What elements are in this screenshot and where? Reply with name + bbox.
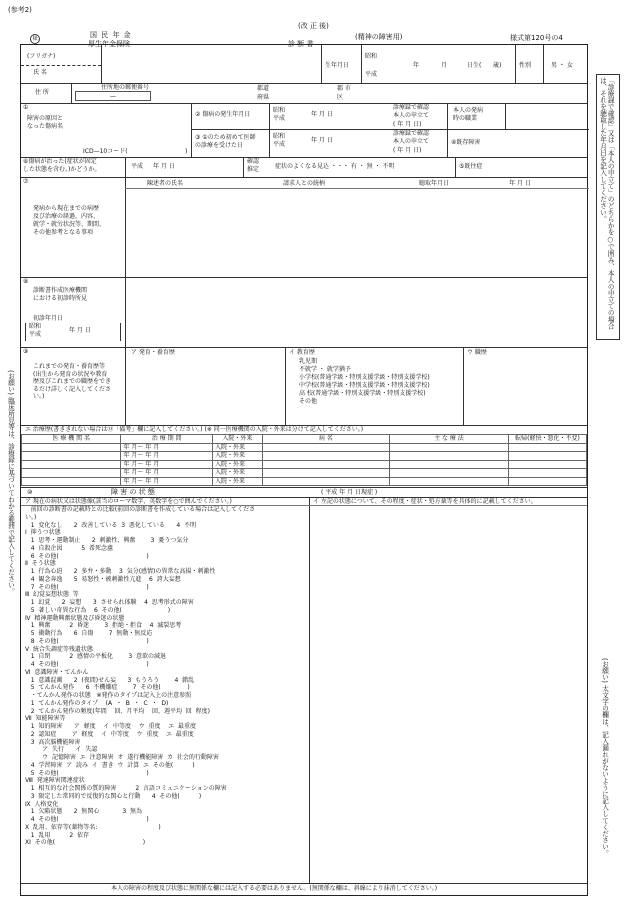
s8-label: 診断書作成医療機関 における初診時所見	[33, 287, 88, 302]
column-header: 医 療 機 関 名	[22, 435, 121, 444]
symptom-item[interactable]: 3 高次脳機能障害	[25, 738, 81, 746]
issuer-line1: 国 民 年 金	[90, 31, 132, 39]
education-item[interactable]: 小学校(普通学級・特別支援学級・特別支援学校)	[299, 374, 430, 381]
table-row[interactable]	[22, 477, 587, 486]
symptom-item[interactable]: 5 衝動行為 6 自傷 7 無動・無反応	[25, 630, 153, 637]
symptom-item[interactable]: 1 相互的な社会関係の質的障害 2 言語コミュニケーションの障害	[25, 785, 227, 792]
symptom-item[interactable]: ・てんかん発作の状態 ※発作のタイプは記入上の注意参照	[25, 692, 192, 699]
symptom-item[interactable]: Ⅰ 抑うつ状態	[25, 529, 61, 537]
symptom-item[interactable]: ア 失行 イ 失認	[25, 746, 98, 754]
era-heisei: 平成	[365, 71, 378, 78]
s1-number: ①	[23, 104, 29, 111]
symptom-item[interactable]: 5 著しい奇異な行為 6 その他( )	[25, 606, 171, 614]
symptom-item[interactable]: 3 限定した常同的で反復的な関心と行動 4 その他( )	[25, 792, 202, 800]
s3-confirm[interactable]: 診療録で確認 本人の申立て	[393, 130, 430, 145]
treatment-history-table	[21, 434, 587, 486]
symptom-item[interactable]: 1 自閉 2 感情の平板化 3 意欲の減退	[25, 653, 166, 661]
column-header: 治 療 期 間	[121, 435, 213, 444]
symptom-item[interactable]: い。)	[25, 513, 37, 521]
s2-date[interactable]: 年 月 日	[311, 111, 333, 118]
revision-label: (改 正 後)	[298, 22, 329, 30]
birthdate-label: 生年月日	[325, 62, 350, 69]
birth-day-unit: 日生(	[467, 62, 482, 69]
birth-month-unit: 月	[441, 62, 448, 69]
symptom-item[interactable]: 1 変化なし 2 改善している 3 悪化している 4 不明	[25, 521, 196, 529]
icd-code-close: )	[185, 148, 188, 155]
symptom-item[interactable]: 4 その他( )	[25, 816, 149, 823]
education-history-title: イ 教育歴	[289, 349, 315, 356]
s2-confirm-date: ( 年 月 日)	[393, 121, 422, 128]
symptom-item[interactable]: 1 知的障害 ア 軽度 イ 中等度 ウ 重度 エ 最重度	[25, 723, 196, 730]
s2-label: ② 傷病の発生年月日	[195, 111, 251, 118]
symptom-item[interactable]: 1 乱用 2 依存	[25, 831, 90, 839]
symptom-list-body	[25, 506, 355, 847]
symptom-item[interactable]: 4 自殺企図 5 希死念慮	[25, 544, 114, 552]
initial-findings-field[interactable]	[129, 281, 585, 343]
s6-label: ⑥傷病が治った(症状が固定 した状態を含む。)かどうか。	[23, 158, 101, 173]
symptom-item[interactable]: Ⅲ 幻覚妄想状態 等	[25, 591, 79, 599]
s1-label: 障害の原因と なった傷病名	[27, 115, 64, 130]
s10-date[interactable]: ( 平成 年 月 日現症 )	[321, 489, 378, 496]
s10-title: 障 害 の 状 態	[111, 488, 155, 496]
symptom-item[interactable]: Ⅷ 発達障害関連症状	[25, 777, 85, 785]
table-header-row	[22, 435, 587, 444]
form-number: 様式第120号の4	[510, 34, 563, 42]
symptom-item[interactable]: 4 学習障害 ア 読み イ 書き ウ 計算 エ その他( )	[25, 761, 195, 769]
symptom-item[interactable]: 8 その他( )	[25, 637, 149, 645]
name-field[interactable]	[103, 49, 319, 79]
interview-date[interactable]: 年 月 日	[509, 180, 531, 187]
symptom-item[interactable]: Ⅹ 乱用、依存等(薬物等名: )	[25, 823, 161, 831]
symptom-detail-field[interactable]	[313, 509, 585, 879]
treatment-period[interactable]: 年 月～ 年 月	[121, 460, 213, 469]
symptom-item[interactable]: Ⅳ 精神運動興奮状態及び昏迷の状態	[25, 614, 125, 622]
symptom-item[interactable]: 6 その他( )	[25, 552, 149, 560]
era-showa: 昭和	[365, 53, 378, 60]
work-history-title: ウ 職歴	[467, 349, 487, 356]
first-visit-date[interactable]: 年 月 日	[69, 327, 91, 334]
table-row[interactable]	[22, 452, 587, 461]
symptom-item[interactable]: ウ 記憶障害 エ 注意障害 オ 遂行機能障害 カ 社会的行動障害	[25, 754, 219, 761]
symptom-item[interactable]: 1 行為心迫 2 多弁・多動 3 気分(感情)の異常な高揚・刺激性	[25, 568, 216, 575]
development-history-title: ア 発育・養育歴	[131, 349, 175, 356]
postal-code-field[interactable]	[75, 91, 151, 101]
s3-confirm-date: ( 年 月 日)	[393, 147, 422, 154]
s5-past-illness: ⑤既往症	[459, 163, 483, 170]
table-row[interactable]	[22, 443, 587, 452]
seal-mark: 様	[30, 34, 40, 44]
symptom-item[interactable]: 1 欠陥状態 2 無関心 3 無為	[25, 808, 142, 816]
s9-number: ⑨	[23, 348, 29, 355]
symptom-item[interactable]: 1 幻覚 2 妄想 3 させられ体験 4 思考形式の障害	[25, 599, 194, 606]
symptom-item[interactable]: 2 てんかん発作の頻度(年間 回、月平均 回、週平均 回 程度)	[25, 707, 210, 715]
informant-name-label: 陳述者の氏名	[147, 180, 184, 187]
s3-era: 昭和 平成	[273, 133, 286, 148]
address-label: 住 所	[35, 89, 49, 96]
sex-label: 性別	[519, 62, 532, 69]
column-header: 入院・外来	[212, 435, 262, 444]
s6-era: 平成	[131, 163, 144, 170]
prefecture-label-1: 都道	[257, 85, 270, 92]
treatment-period[interactable]: 年 月～ 年 月	[121, 452, 213, 461]
footer-note: 本人の障害の程度及び状態に無関係な欄には記入する必要はありません。(無関係な欄は、斜線により抹消してください。)	[111, 885, 438, 892]
document-title: 診 断 書	[288, 40, 314, 48]
name-label: 氏 名	[33, 69, 47, 76]
reference-label: (参考2)	[8, 6, 32, 14]
furigana-label: (フリガナ)	[27, 53, 56, 60]
diagnosis-form	[20, 44, 588, 896]
interview-date-label: 聴取年月日	[419, 180, 450, 187]
s10-number: ⑩	[27, 489, 33, 496]
s8-number: ⑧	[23, 278, 29, 285]
s7-label: 発病から現在までの病歴 及び治療の経過、内容、 就学・就労状況等、期間、 その他参考となる事項	[33, 205, 106, 236]
education-item: 乳児期	[299, 358, 318, 365]
s6-date[interactable]: 年 月 日	[153, 163, 175, 170]
symptom-item[interactable]: Ⅶ 知能障害等	[25, 715, 66, 723]
right-note-bottom: (お願い) 太文字の欄は、記入漏れがないように記入してください。	[600, 658, 609, 857]
symptom-item[interactable]: Ⅵ 意識障害・てんかん	[25, 668, 89, 676]
symptom-item[interactable]: 5 その他( )	[25, 769, 149, 777]
postal-label: 住所地の郵便番号	[101, 84, 150, 91]
table-row[interactable]	[22, 460, 587, 469]
s3-label: ③ ①のため初めて医師 の診療を受けた日	[195, 134, 256, 149]
treatment-period[interactable]: 年 月～ 年 月	[121, 443, 213, 452]
birth-year-unit: 年	[413, 62, 420, 69]
symptom-item[interactable]: 1 思考・運動制止 2 刺激性、興奮 3 憂うつ気分	[25, 537, 189, 544]
treatment-history-heading: エ 治療歴(書ききれない場合は⑬「備考」欄に記入してください。) (※ 同一医療機関の入院・外来は分けて記入してください。)	[25, 426, 364, 433]
city-label-1: 郡 市	[337, 85, 351, 92]
symptom-item[interactable]: 5 てんかん発作 6 不機嫌症 7 その他( )	[25, 684, 190, 692]
prefecture-label-2: 府県	[257, 94, 270, 101]
symptom-item[interactable]: 1 意識混濁 2 (夜間)せん妄 3 もうろう 4 錯乱	[25, 676, 195, 684]
inpatient-outpatient[interactable]: 入院・外来	[212, 452, 262, 461]
s4-existing-disability: ④既存障害	[451, 139, 481, 146]
symptom-item[interactable]: Ⅴ 統合失調症等残遺状態	[25, 645, 93, 653]
inpatient-outpatient[interactable]: 入院・外来	[212, 443, 262, 452]
s2-era: 昭和 平成	[273, 107, 286, 122]
current-status-heading: ア 現在の病状又は状態像(該当のローマ数字、英数字を○で囲んでください。)	[25, 498, 232, 505]
issuer-line2: 厚生年金保険	[88, 40, 130, 48]
postal-dash: —	[110, 93, 116, 100]
document-subtitle: (精神の障害用)	[355, 33, 403, 41]
city-label-2: 区	[337, 94, 344, 101]
s6-prospect[interactable]: 症状のよくなる見込 ・・・ 有 ・ 無 ・ 不明	[275, 163, 395, 170]
s3-date[interactable]: 年 月 日	[311, 137, 333, 144]
age-unit: 歳)	[493, 62, 502, 69]
specific-description-heading: イ 左記の状態について、その程度・症状・処方薬等を具体的に記載してください。	[313, 498, 537, 505]
symptom-item[interactable]: Ⅸ 人格変化	[25, 800, 59, 808]
symptom-item[interactable]: ⅩⅠ その他( )	[25, 839, 146, 847]
education-item[interactable]: 中学校(普通学級・特別支援学級・特別支援学校)	[299, 382, 430, 389]
column-header: 主 な 療 法	[389, 435, 508, 444]
education-item: その他	[299, 398, 318, 405]
symptom-item[interactable]: 1 興奮 2 昏迷 3 拒絶・拒食 4 滅裂思考	[25, 622, 182, 630]
onset-occupation-label: 本人の発病 時の職業	[453, 107, 484, 122]
s6-status[interactable]: 確認 推定	[247, 158, 260, 173]
education-item[interactable]: 高 校(普通学級・特別支援学級・特別支援学校)	[299, 390, 426, 397]
symptom-item[interactable]: 7 その他( )	[25, 583, 149, 591]
inpatient-outpatient[interactable]: 入院・外来	[212, 469, 262, 478]
symptom-item[interactable]: 4 その他( )	[25, 661, 149, 668]
symptom-item[interactable]: 2 認知症 ア 軽度 イ 中等度 ウ 重度 エ 最重度	[25, 730, 194, 738]
symptom-item[interactable]: 1 てんかん発作のタイプ (A ・ B ・ C ・ D)	[25, 699, 169, 707]
first-visit-era: 昭和 平成	[29, 323, 42, 338]
symptom-item[interactable]: 4 観念奔逸 5 易怒性・被刺激性亢進 6 誇大妄想	[25, 575, 181, 583]
left-note: (お願い) 臨床所見等は、診療録に基づいてわかる範囲で記入してください。	[6, 370, 15, 596]
s7-number: ⑦	[23, 178, 29, 185]
column-header: 転帰(軽快・悪化・不変)	[509, 435, 587, 444]
sex-options[interactable]: 男 ・ 女	[551, 62, 573, 69]
s9-label: これまでの発育・養育歴等 (出生から発育の状況や教育 歴及びこれまでの職歴をでき るだけ詳しく記入してくださ い。)	[33, 363, 112, 400]
treatment-period[interactable]: 年 月～ 年 月	[121, 469, 213, 478]
table-row[interactable]	[22, 469, 587, 478]
symptom-item[interactable]: 前回の診断書の記載時との比較(前回の診断書を作成している場合は記入してくださ	[25, 506, 256, 513]
column-header: 病 名	[262, 435, 389, 444]
medical-history-field[interactable]	[129, 191, 585, 273]
relationship-label: 請求人との続柄	[283, 180, 326, 187]
education-item[interactable]: 不就学 ・ 就学猶予	[299, 366, 351, 373]
first-visit-label: 初診年月日	[33, 315, 64, 322]
right-note-top: 「診療録で確認」又は「本人の申立て」のどちらかを○で囲み、本人の申立ての場合は、それを聴取した年月日を記入してください。	[598, 77, 615, 330]
treatment-period[interactable]: 年 月～ 年 月	[121, 477, 213, 486]
s2-confirm[interactable]: 診療録で確認 本人の申立て	[393, 104, 430, 119]
symptom-item[interactable]: Ⅱ そう状態	[25, 560, 56, 568]
right-note-box	[596, 74, 620, 340]
icd-code-label: ICD—10コード(	[83, 148, 128, 155]
inpatient-outpatient[interactable]: 入院・外来	[212, 477, 262, 486]
inpatient-outpatient[interactable]: 入院・外来	[212, 460, 262, 469]
